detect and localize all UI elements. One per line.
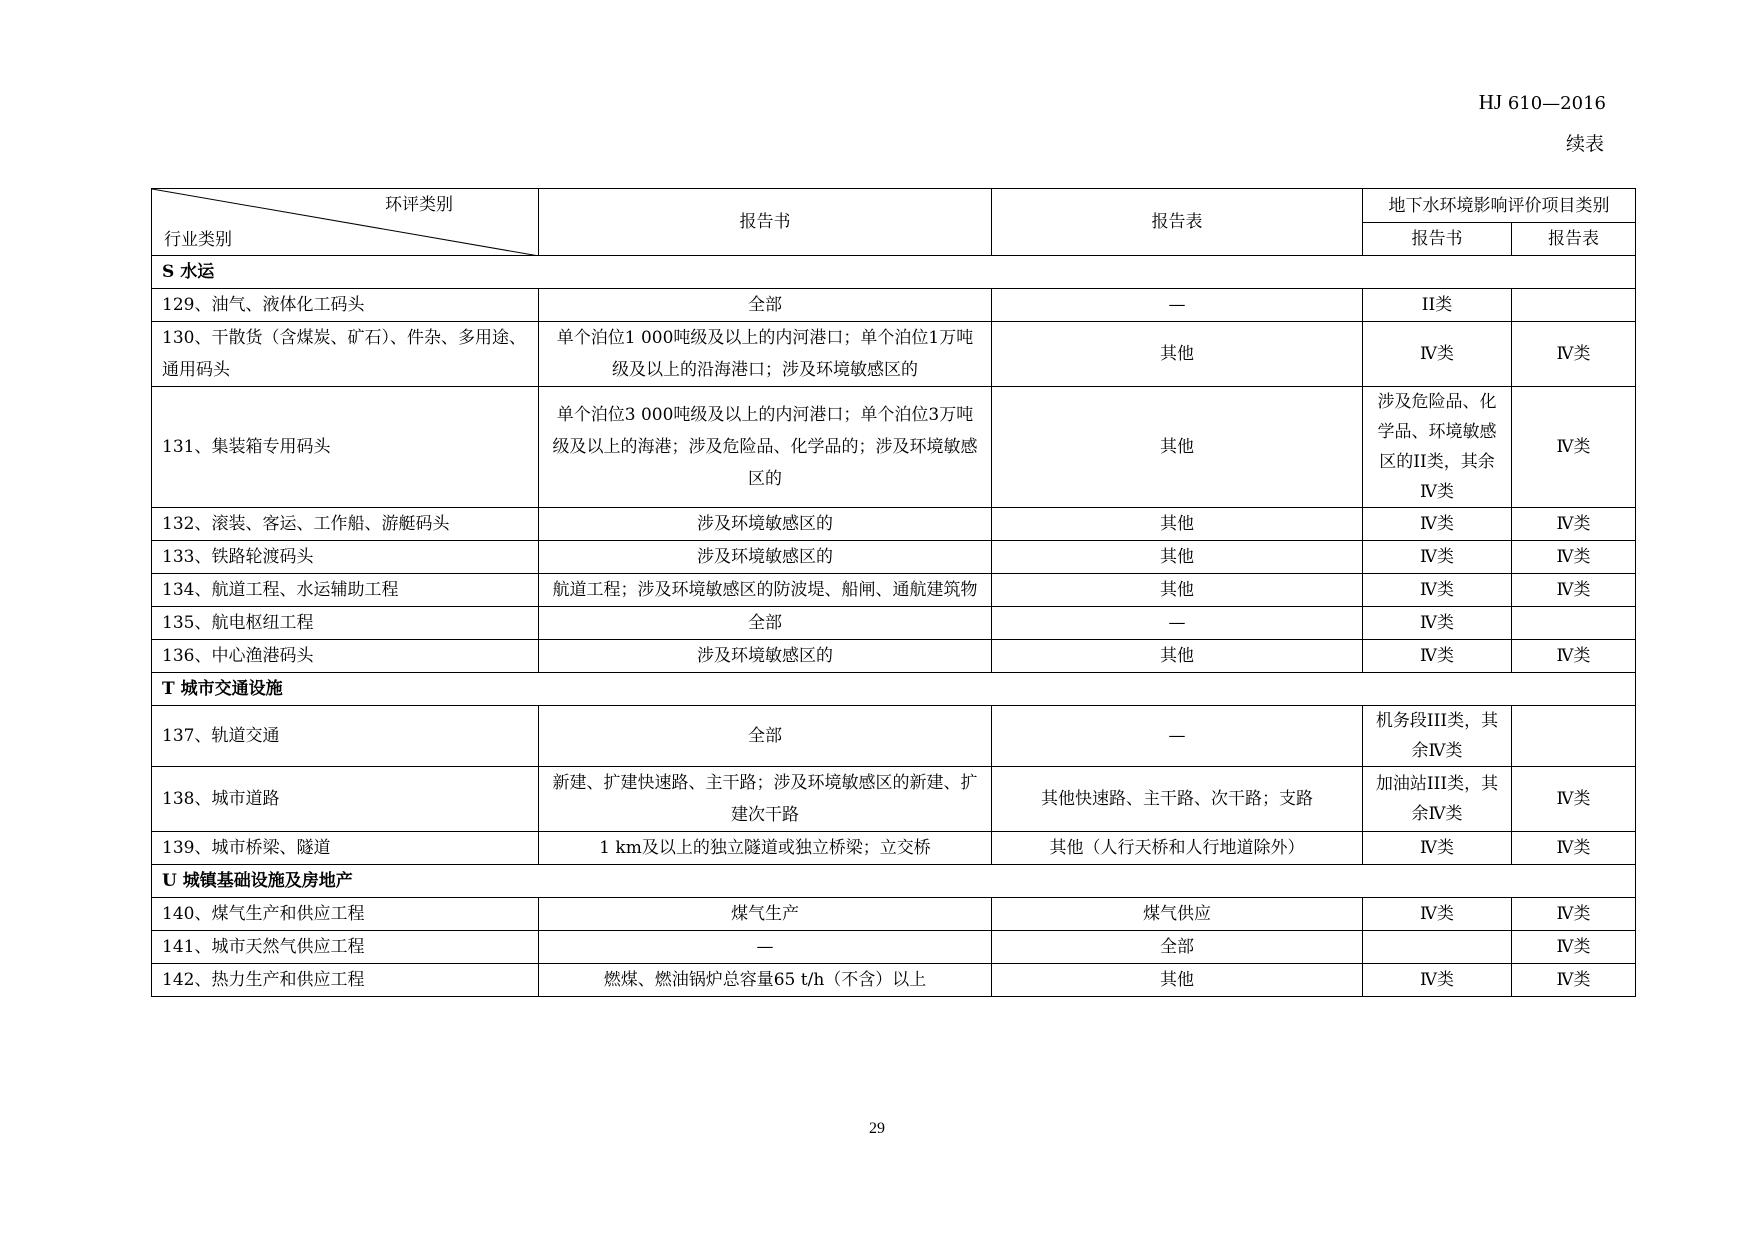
corner-top-label: 环评类别: [385, 195, 453, 215]
groundwater-form-cell: Ⅳ类: [1512, 767, 1636, 832]
page-number: 29: [869, 1120, 885, 1137]
report-book-cell: 单个泊位3 000吨级及以上的内河港口；单个泊位3万吨级及以上的海港；涉及危险品、化学品的；涉及环境敏感区的: [539, 387, 992, 508]
table-body: [152, 256, 1636, 997]
report-book-cell: —: [539, 931, 992, 964]
table-row: [152, 832, 1636, 865]
report-book-cell: 涉及环境敏感区的: [539, 640, 992, 673]
groundwater-book-cell: Ⅳ类: [1363, 964, 1512, 997]
groundwater-form-cell: Ⅳ类: [1512, 964, 1636, 997]
groundwater-book-cell: 涉及危险品、化学品、环境敏感区的II类，其余Ⅳ类: [1363, 387, 1512, 508]
table-row: [152, 541, 1636, 574]
report-book-cell: 单个泊位1 000吨级及以上的内河港口；单个泊位1万吨级及以上的沿海港口；涉及环境敏感区的: [539, 322, 992, 387]
report-form-cell: —: [992, 289, 1363, 322]
groundwater-form-cell: Ⅳ类: [1512, 574, 1636, 607]
table-row: [152, 289, 1636, 322]
groundwater-book-cell: Ⅳ类: [1363, 832, 1512, 865]
groundwater-book-cell: Ⅳ类: [1363, 898, 1512, 931]
report-form-cell: 其他: [992, 508, 1363, 541]
industry-cell: 131、集装箱专用码头: [152, 387, 539, 508]
report-book-cell: 新建、扩建快速路、主干路；涉及环境敏感区的新建、扩建次干路: [539, 767, 992, 832]
report-form-cell: 其他: [992, 640, 1363, 673]
header-report-form: 报告表: [992, 189, 1363, 256]
industry-cell: 133、铁路轮渡码头: [152, 541, 539, 574]
standard-number: 610—2016: [1507, 93, 1606, 114]
groundwater-book-cell: 机务段III类，其余Ⅳ类: [1363, 706, 1512, 767]
groundwater-book-cell: Ⅳ类: [1363, 640, 1512, 673]
industry-cell: 135、航电枢纽工程: [152, 607, 539, 640]
industry-cell: 132、滚装、客运、工作船、游艇码头: [152, 508, 539, 541]
groundwater-form-cell: [1512, 706, 1636, 767]
report-form-cell: 其他（人行天桥和人行地道除外）: [992, 832, 1363, 865]
industry-cell: 130、干散货（含煤炭、矿石）、件杂、多用途、通用码头: [152, 322, 539, 387]
table-row: [152, 640, 1636, 673]
groundwater-form-cell: Ⅳ类: [1512, 640, 1636, 673]
groundwater-form-cell: [1512, 607, 1636, 640]
industry-cell: 140、煤气生产和供应工程: [152, 898, 539, 931]
classification-table: [151, 188, 1636, 997]
groundwater-form-cell: [1512, 289, 1636, 322]
table-row: [152, 706, 1636, 767]
groundwater-form-cell: Ⅳ类: [1512, 322, 1636, 387]
report-form-cell: 其他: [992, 322, 1363, 387]
groundwater-form-cell: Ⅳ类: [1512, 898, 1636, 931]
industry-cell: 139、城市桥梁、隧道: [152, 832, 539, 865]
industry-cell: 134、航道工程、水运辅助工程: [152, 574, 539, 607]
corner-header-cell: [152, 189, 539, 256]
groundwater-form-cell: Ⅳ类: [1512, 832, 1636, 865]
groundwater-book-cell: 加油站III类，其余Ⅳ类: [1363, 767, 1512, 832]
groundwater-book-cell: Ⅳ类: [1363, 541, 1512, 574]
section-row: [152, 865, 1636, 898]
report-book-cell: 全部: [539, 289, 992, 322]
groundwater-form-cell: Ⅳ类: [1512, 508, 1636, 541]
header-groundwater: 地下水环境影响评价项目类别: [1363, 189, 1636, 223]
report-book-cell: 涉及环境敏感区的: [539, 508, 992, 541]
report-form-cell: —: [992, 607, 1363, 640]
report-form-cell: 全部: [992, 931, 1363, 964]
table-row: [152, 574, 1636, 607]
section-row: [152, 673, 1636, 706]
table-row: [152, 387, 1636, 508]
report-form-cell: 煤气供应: [992, 898, 1363, 931]
table-row: [152, 607, 1636, 640]
groundwater-book-cell: Ⅳ类: [1363, 322, 1512, 387]
report-form-cell: 其他: [992, 541, 1363, 574]
report-book-cell: 涉及环境敏感区的: [539, 541, 992, 574]
header-report-book: 报告书: [539, 189, 992, 256]
groundwater-book-cell: [1363, 931, 1512, 964]
table-row: [152, 322, 1636, 387]
groundwater-book-cell: II类: [1363, 289, 1512, 322]
report-form-cell: 其他: [992, 387, 1363, 508]
report-form-cell: 其他: [992, 574, 1363, 607]
report-book-cell: 1 km及以上的独立隧道或独立桥梁；立交桥: [539, 832, 992, 865]
groundwater-form-cell: Ⅳ类: [1512, 387, 1636, 508]
report-form-cell: 其他: [992, 964, 1363, 997]
report-book-cell: 煤气生产: [539, 898, 992, 931]
groundwater-form-cell: Ⅳ类: [1512, 931, 1636, 964]
table-row: [152, 508, 1636, 541]
report-book-cell: 燃煤、燃油锅炉总容量65 t/h（不含）以上: [539, 964, 992, 997]
table-row: [152, 767, 1636, 832]
industry-cell: 142、热力生产和供应工程: [152, 964, 539, 997]
groundwater-book-cell: Ⅳ类: [1363, 508, 1512, 541]
section-title: T 城市交通设施: [152, 673, 1636, 706]
subheader-report-book: 报告书: [1363, 223, 1512, 256]
groundwater-book-cell: Ⅳ类: [1363, 574, 1512, 607]
groundwater-form-cell: Ⅳ类: [1512, 541, 1636, 574]
table-row: [152, 964, 1636, 997]
table-row: [152, 898, 1636, 931]
industry-cell: 141、城市天然气供应工程: [152, 931, 539, 964]
industry-cell: 138、城市道路: [152, 767, 539, 832]
continued-label: 续表: [1565, 133, 1604, 155]
corner-bottom-label: 行业类别: [164, 230, 232, 250]
section-title: S 水运: [152, 256, 1636, 289]
subheader-report-form: 报告表: [1512, 223, 1636, 256]
industry-cell: 136、中心渔港码头: [152, 640, 539, 673]
section-title: U 城镇基础设施及房地产: [152, 865, 1636, 898]
report-book-cell: 全部: [539, 607, 992, 640]
report-form-cell: 其他快速路、主干路、次干路；支路: [992, 767, 1363, 832]
table-row: [152, 931, 1636, 964]
standard-prefix: HJ: [1478, 90, 1503, 114]
report-book-cell: 航道工程；涉及环境敏感区的防波堤、船闸、通航建筑物: [539, 574, 992, 607]
standard-code: [1479, 90, 1606, 115]
report-form-cell: —: [992, 706, 1363, 767]
groundwater-book-cell: Ⅳ类: [1363, 607, 1512, 640]
industry-cell: 137、轨道交通: [152, 706, 539, 767]
industry-cell: 129、油气、液体化工码头: [152, 289, 539, 322]
report-book-cell: 全部: [539, 706, 992, 767]
section-row: [152, 256, 1636, 289]
